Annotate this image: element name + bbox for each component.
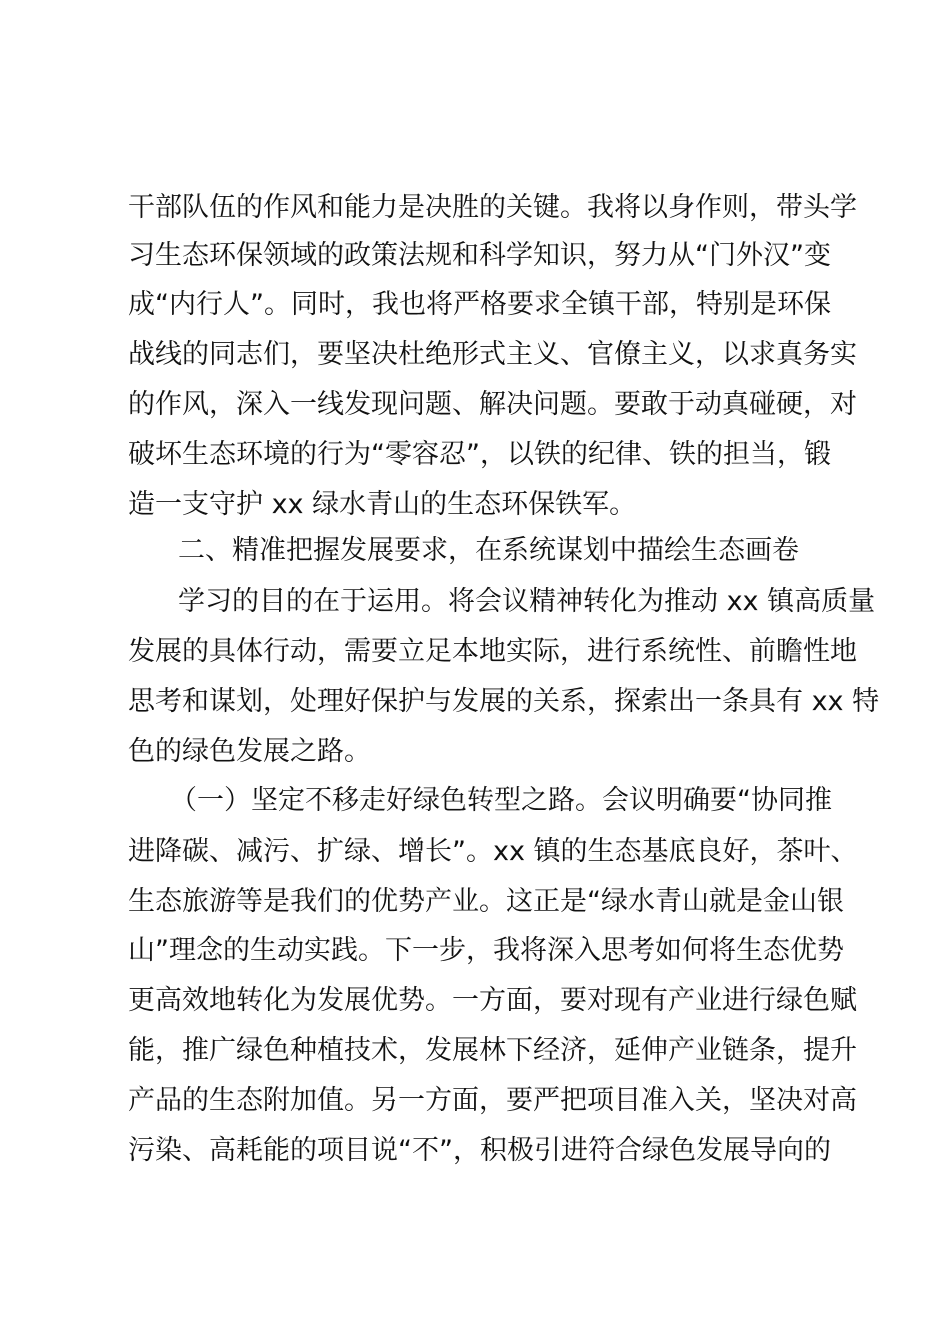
- text-line: 战线的同志们，要坚决杜绝形式主义、官僚主义，以求真务实: [128, 339, 857, 370]
- text-line: 的作风，深入一线发现问题、解决问题。要敢于动真碰硬，对: [128, 389, 857, 420]
- text-line: 习生态环保领域的政策法规和科学知识，努力从“门外汉”变: [128, 240, 831, 271]
- text-line: 色的绿色发展之路。: [128, 736, 371, 767]
- text-line: 山”理念的生动实践。下一步，我将深入思考如何将生态优势: [128, 935, 844, 966]
- text-line: 能，推广绿色种植技术，发展林下经济，延伸产业链条，提升: [128, 1035, 857, 1066]
- text-line: 发展的具体行动，需要立足本地实际，进行系统性、前瞻性地: [128, 636, 857, 667]
- text-line: 进降碳、减污、扩绿、增长”。xx 镇的生态基底良好，茶叶、: [128, 836, 858, 867]
- text-line: 产品的生态附加值。另一方面，要严把项目准入关，坚决对高: [128, 1085, 857, 1116]
- text-line: 思考和谋划，处理好保护与发展的关系，探索出一条具有 xx 特: [128, 686, 880, 717]
- section-heading: 二、精准把握发展要求，在系统谋划中描绘生态画卷: [178, 535, 799, 566]
- text-line: 污染、高耗能的项目说“不”，积极引进符合绿色发展导向的: [128, 1135, 831, 1166]
- text-line: 成“内行人”。同时，我也将严格要求全镇干部，特别是环保: [128, 289, 831, 320]
- text-line: 生态旅游等是我们的优势产业。这正是“绿水青山就是金山银: [128, 886, 844, 917]
- text-line: 更高效地转化为发展优势。一方面，要对现有产业进行绿色赋: [128, 985, 857, 1016]
- text-line: 干部队伍的作风和能力是决胜的关键。我将以身作则，带头学: [128, 192, 857, 223]
- text-line: 破坏生态环境的行为“零容忍”，以铁的纪律、铁的担当，锻: [128, 439, 831, 470]
- text-line: 学习的目的在于运用。将会议精神转化为推动 xx 镇高质量: [178, 586, 876, 617]
- text-line: 造一支守护 xx 绿水青山的生态环保铁军。: [128, 489, 637, 520]
- text-line: （一）坚定不移走好绿色转型之路。会议明确要“协同推: [170, 785, 832, 816]
